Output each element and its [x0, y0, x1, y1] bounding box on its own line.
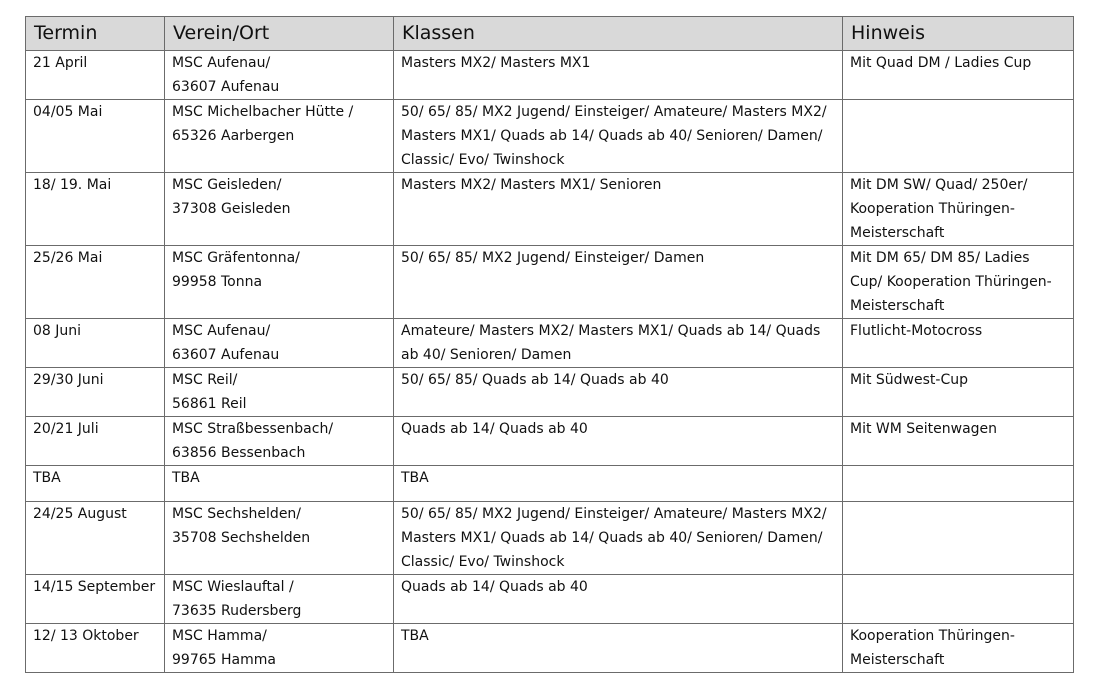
cell-klassen-line: Amateure/ Masters MX2/ Masters MX1/ Quads ab 14/ Quads [401, 323, 821, 339]
cell-klassen [394, 417, 843, 466]
cell-hinweis-line: Meisterschaft [850, 652, 945, 668]
cell-klassen-line: 50/ 65/ 85/ MX2 Jugend/ Einsteiger/ Damen [401, 250, 705, 266]
cell-verein-ort-line: MSC Aufenau/ [172, 323, 271, 339]
cell-verein-ort [165, 173, 394, 246]
cell-verein-ort-line: 37308 Geisleden [172, 201, 291, 217]
cell-verein-ort-line: 35708 Sechshelden [172, 530, 311, 546]
cell-verein-ort-line: 56861 Reil [172, 396, 247, 412]
table-row [26, 502, 1074, 575]
table-row [26, 368, 1074, 417]
cell-verein-ort-line: MSC Gräfentonna/ [172, 250, 300, 266]
table-row [26, 466, 1074, 502]
cell-hinweis-line: Meisterschaft [850, 298, 945, 314]
cell-verein-ort-line: 65326 Aarbergen [172, 128, 295, 144]
cell-verein-ort-line: MSC Straßbessenbach/ [172, 421, 334, 437]
cell-termin [26, 368, 165, 417]
cell-verein-ort-line: MSC Wieslauftal / [172, 579, 294, 595]
cell-verein-ort-line: 63607 Aufenau [172, 347, 280, 363]
cell-klassen-line: Classic/ Evo/ Twinshock [401, 152, 565, 168]
cell-hinweis-line: Meisterschaft [850, 225, 945, 241]
cell-klassen [394, 319, 843, 368]
cell-klassen [394, 502, 843, 575]
table-row [26, 246, 1074, 319]
cell-termin [26, 51, 165, 100]
cell-verein-ort-line: 99765 Hamma [172, 652, 276, 668]
cell-hinweis-line: Cup/ Kooperation Thüringen- [850, 274, 1052, 290]
cell-termin [26, 502, 165, 575]
cell-verein-ort-line: MSC Geisleden/ [172, 177, 282, 193]
cell-klassen [394, 575, 843, 624]
cell-klassen-line: Quads ab 14/ Quads ab 40 [401, 579, 588, 595]
cell-verein-ort-line: 73635 Rudersberg [172, 603, 302, 619]
table-row [26, 624, 1074, 673]
cell-hinweis [843, 466, 1074, 502]
cell-verein-ort [165, 368, 394, 417]
cell-termin [26, 246, 165, 319]
cell-verein-ort-line: MSC Sechshelden/ [172, 506, 302, 522]
table-row [26, 319, 1074, 368]
cell-termin-line: TBA [33, 470, 61, 486]
cell-termin-line: 25/26 Mai [33, 250, 103, 266]
cell-klassen-line: Masters MX1/ Quads ab 14/ Quads ab 40/ Senioren/ Damen/ [401, 128, 823, 144]
cell-hinweis [843, 417, 1074, 466]
cell-termin [26, 417, 165, 466]
cell-hinweis [843, 246, 1074, 319]
cell-verein-ort [165, 502, 394, 575]
cell-klassen-line: Masters MX2/ Masters MX1/ Senioren [401, 177, 662, 193]
cell-termin [26, 173, 165, 246]
cell-hinweis-line: Kooperation Thüringen- [850, 201, 1015, 217]
cell-klassen-line: Classic/ Evo/ Twinshock [401, 554, 565, 570]
header-klassen: Klassen [394, 17, 843, 51]
cell-termin-line: 08 Juni [33, 323, 82, 339]
cell-verein-ort-line: 63856 Bessenbach [172, 445, 306, 461]
cell-klassen [394, 51, 843, 100]
cell-hinweis [843, 173, 1074, 246]
cell-hinweis [843, 624, 1074, 673]
cell-hinweis-line: Mit DM SW/ Quad/ 250er/ [850, 177, 1028, 193]
cell-klassen-line: TBA [401, 470, 429, 486]
cell-hinweis [843, 319, 1074, 368]
cell-klassen-line: ab 40/ Senioren/ Damen [401, 347, 572, 363]
header-hinweis: Hinweis [843, 17, 1074, 51]
cell-verein-ort-line: MSC Aufenau/ [172, 55, 271, 71]
cell-termin-line: 24/25 August [33, 506, 127, 522]
header-verein-ort: Verein/Ort [165, 17, 394, 51]
table-row [26, 173, 1074, 246]
schedule-table [25, 16, 1074, 673]
cell-verein-ort-line: MSC Hamma/ [172, 628, 267, 644]
cell-verein-ort [165, 51, 394, 100]
cell-verein-ort-line: TBA [172, 470, 200, 486]
cell-termin-line: 04/05 Mai [33, 104, 103, 120]
cell-termin [26, 575, 165, 624]
cell-hinweis-line: Mit DM 65/ DM 85/ Ladies [850, 250, 1030, 266]
cell-klassen-line: Masters MX1/ Quads ab 14/ Quads ab 40/ Senioren/ Damen/ [401, 530, 823, 546]
cell-hinweis-line: Kooperation Thüringen- [850, 628, 1015, 644]
cell-klassen-line: Quads ab 14/ Quads ab 40 [401, 421, 588, 437]
cell-termin-line: 12/ 13 Oktober [33, 628, 139, 644]
cell-hinweis-line: Mit Südwest-Cup [850, 372, 968, 388]
header-termin: Termin [26, 17, 165, 51]
cell-verein-ort-line: 63607 Aufenau [172, 79, 280, 95]
cell-klassen [394, 624, 843, 673]
cell-klassen-line: Masters MX2/ Masters MX1 [401, 55, 591, 71]
cell-klassen [394, 173, 843, 246]
table-row [26, 100, 1074, 173]
cell-klassen [394, 466, 843, 502]
cell-verein-ort [165, 319, 394, 368]
cell-hinweis [843, 368, 1074, 417]
cell-verein-ort-line: 99958 Tonna [172, 274, 263, 290]
cell-klassen-line: TBA [401, 628, 429, 644]
cell-hinweis-line: Mit Quad DM / Ladies Cup [850, 55, 1032, 71]
cell-verein-ort [165, 417, 394, 466]
cell-termin-line: 14/15 September [33, 579, 156, 595]
cell-termin [26, 319, 165, 368]
cell-hinweis [843, 51, 1074, 100]
cell-hinweis [843, 100, 1074, 173]
table-row [26, 417, 1074, 466]
cell-termin [26, 466, 165, 502]
cell-verein-ort [165, 100, 394, 173]
cell-termin-line: 18/ 19. Mai [33, 177, 112, 193]
cell-klassen [394, 246, 843, 319]
table-body [26, 51, 1074, 673]
cell-klassen-line: 50/ 65/ 85/ Quads ab 14/ Quads ab 40 [401, 372, 669, 388]
cell-verein-ort [165, 466, 394, 502]
cell-klassen [394, 100, 843, 173]
cell-termin-line: 21 April [33, 55, 88, 71]
cell-termin-line: 20/21 Juli [33, 421, 99, 437]
cell-verein-ort [165, 575, 394, 624]
header-row [26, 17, 1074, 51]
cell-hinweis-line: Mit WM Seitenwagen [850, 421, 998, 437]
table-row [26, 575, 1074, 624]
cell-termin [26, 100, 165, 173]
cell-verein-ort-line: MSC Michelbacher Hütte / [172, 104, 354, 120]
cell-hinweis [843, 502, 1074, 575]
cell-klassen-line: 50/ 65/ 85/ MX2 Jugend/ Einsteiger/ Amateure/ Masters MX2/ [401, 104, 827, 120]
cell-verein-ort [165, 246, 394, 319]
cell-termin-line: 29/30 Juni [33, 372, 104, 388]
cell-verein-ort [165, 624, 394, 673]
cell-termin [26, 624, 165, 673]
cell-hinweis [843, 575, 1074, 624]
cell-hinweis-line: Flutlicht-Motocross [850, 323, 983, 339]
cell-klassen-line: 50/ 65/ 85/ MX2 Jugend/ Einsteiger/ Amateure/ Masters MX2/ [401, 506, 827, 522]
cell-verein-ort-line: MSC Reil/ [172, 372, 238, 388]
table-row [26, 51, 1074, 100]
cell-klassen [394, 368, 843, 417]
